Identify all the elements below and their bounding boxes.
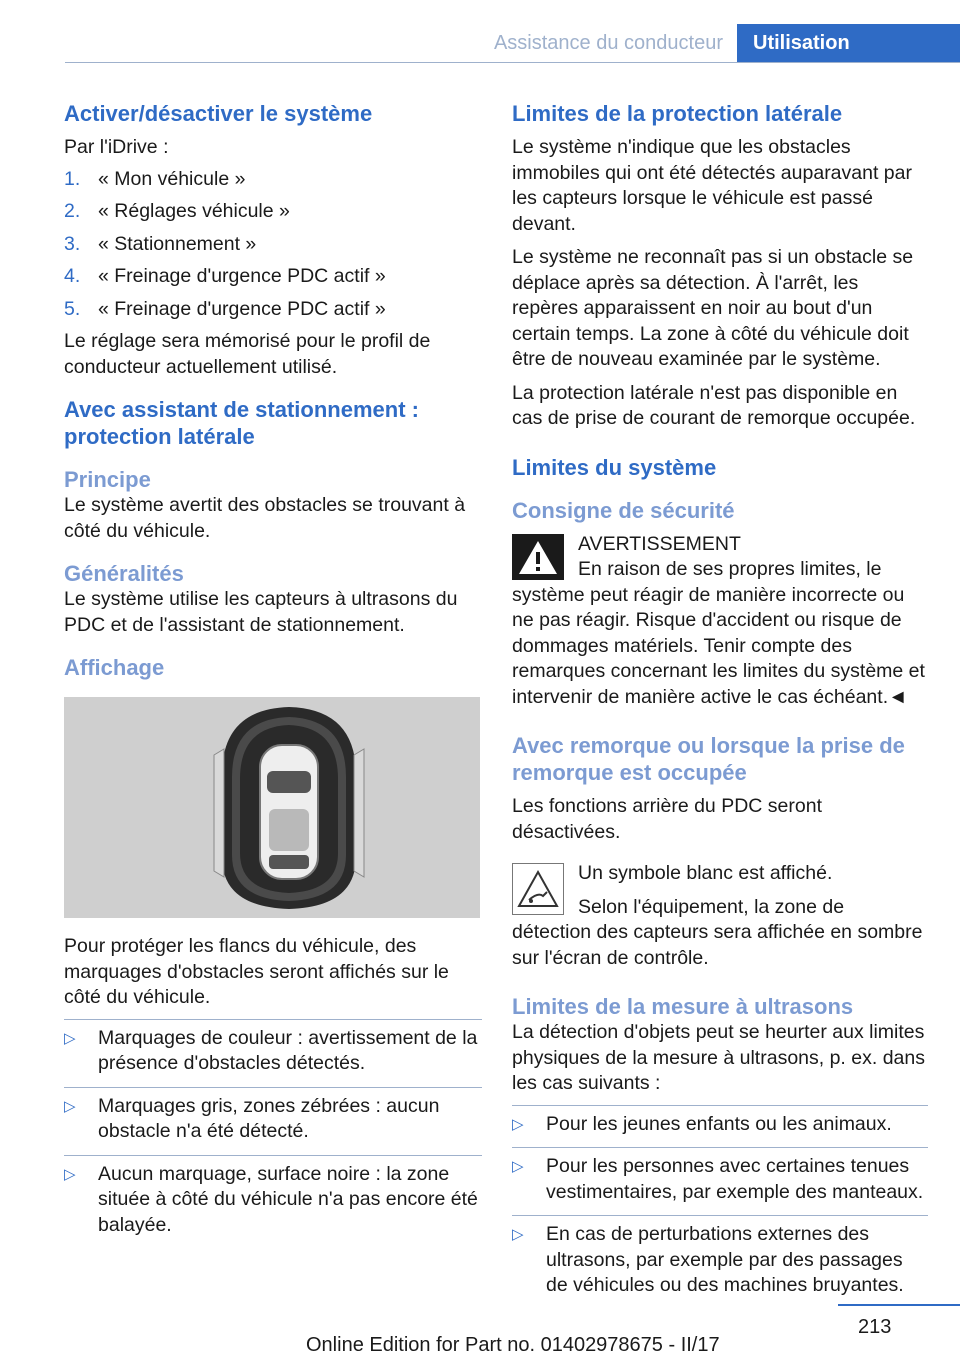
footer-divider	[838, 1304, 960, 1306]
text-limites-1: Le système n'indique que les obstacles immobiles qui ont été détectés auparavant par les capteurs lorsque le véhicule est passé devant.	[512, 136, 912, 235]
list-item	[64, 1087, 482, 1145]
car-top-view-illustration	[64, 697, 480, 918]
list-item	[512, 1105, 928, 1138]
text-idrive: Par l'iDrive :	[64, 136, 169, 158]
edition-note: Online Edition for Part no. 01402978675 - II/17	[306, 1334, 720, 1356]
step-text: « Freinage d'urgence PDC actif »	[98, 265, 386, 287]
right-column	[512, 100, 928, 1309]
step-number: 5.	[64, 297, 81, 320]
warning-title: AVERTISSEMENT	[578, 532, 741, 555]
list-item	[512, 1215, 928, 1299]
list-item	[64, 1019, 482, 1077]
step-number: 1.	[64, 167, 81, 190]
list-item-text: En cas de perturbations externes des ultrasons, par exemple par des passages de véhicules ou des machines bruyantes.	[546, 1223, 904, 1296]
heading-assist: Avec assistant de stationnement : protection latérale	[64, 397, 419, 449]
bullet-triangle-icon: ▷	[64, 1165, 76, 1183]
ultrasound-limits-list	[512, 1105, 928, 1299]
step-item	[64, 167, 482, 193]
text-principe: Le système avertit des obstacles se trouvant à côté du véhicule.	[64, 494, 466, 542]
header-section-title: Assistance du conducteur	[493, 32, 723, 54]
text-generalites: Le système utilise les capteurs à ultrasons du PDC et de l'assistant de stationnement.	[64, 588, 458, 636]
marking-list	[64, 1019, 482, 1239]
text-symbol-1: Un symbole blanc est affiché.	[578, 862, 833, 884]
step-text: « Réglages véhicule »	[98, 200, 290, 222]
left-column	[64, 100, 482, 1248]
heading-mesure: Limites de la mesure à ultrasons	[512, 994, 854, 1019]
header-tab-utilisation[interactable]: Utilisation	[737, 24, 960, 62]
text-flancs: Pour protéger les flancs du véhicule, des marquages d'obstacles seront affichés sur le côté du véhicule.	[64, 935, 449, 1008]
step-number: 2.	[64, 200, 81, 222]
list-item-text: Pour les jeunes enfants ou les animaux.	[546, 1112, 892, 1135]
warning-block	[512, 532, 928, 711]
step-number: 4.	[64, 265, 81, 287]
text-remorque: Les fonctions arrière du PDC seront désactivées.	[512, 795, 822, 843]
text-symbol-2-content: Selon l'équipement, la zone de détection des capteurs sera affichée en sombre sur l'écran de contrôle.	[512, 895, 923, 969]
bullet-triangle-icon: ▷	[512, 1115, 524, 1133]
bullet-triangle-icon: ▷	[64, 1097, 76, 1115]
side-protection-figure	[64, 697, 480, 918]
heading-generalites: Généralités	[64, 561, 184, 586]
trailer-symbol-block	[512, 861, 928, 971]
heading-limites-systeme: Limites du système	[512, 454, 717, 480]
steps-list	[64, 167, 482, 323]
list-item	[64, 1155, 482, 1239]
text-symbol-2	[512, 895, 928, 972]
heading-affichage: Affichage	[64, 655, 165, 680]
heading-remorque: Avec remorque ou lorsque la prise de remorque est occupée	[512, 733, 905, 785]
text-limites-2: Le système ne reconnaît pas si un obstacle se déplace après sa détection. À l'arrêt, les repères apparaissent en noir au bout d'un certain temps. La zone à côté du véhicule doit être de nouveau examinée par le système.	[512, 246, 914, 370]
list-item-text: Aucun marquage, surface noire : la zone située à côté du véhicule n'a pas encore été balayée.	[98, 1162, 478, 1236]
page-number: 213	[858, 1316, 892, 1338]
step-text: « Freinage d'urgence PDC actif »	[98, 297, 386, 320]
warning-icon	[512, 534, 564, 580]
heading-consigne: Consigne de sécurité	[512, 497, 735, 523]
bullet-triangle-icon: ▷	[512, 1226, 524, 1243]
step-item	[64, 232, 482, 258]
trailer-warning-icon	[512, 863, 564, 915]
step-number: 3.	[64, 232, 81, 255]
list-item-text: Marquages de couleur : avertissement de la présence d'obstacles détectés.	[98, 1026, 478, 1074]
text-mesure: La détection d'objets peut se heurter aux limites physiques de la mesure à ultrasons, p. ex. dans les cas suivants :	[512, 1021, 925, 1094]
heading-limites-protection: Limites de la protection latérale	[512, 101, 843, 126]
warning-text-content: En raison de ses propres limites, le système peut réagir de manière incorrecte ou ne pas réagir. Risque d'accident ou risque de dommages matériels. Tenir compte des remarques concernant les limites du système et intervenir de manière active le cas échéant.◄	[512, 558, 925, 708]
text-saved: Le réglage sera mémorisé pour le profil de conducteur actuellement utilisé.	[64, 330, 431, 378]
list-item-text: Marquages gris, zones zébrées : aucun obstacle n'a été détecté.	[98, 1094, 440, 1142]
warning-text	[512, 557, 928, 710]
heading-principe: Principe	[64, 467, 151, 492]
text-limites-3: La protection latérale n'est pas disponible en cas de prise de courant de remorque occupée.	[512, 381, 916, 429]
header-divider	[65, 62, 960, 63]
step-item	[64, 199, 482, 225]
bullet-triangle-icon: ▷	[512, 1158, 524, 1175]
list-item	[512, 1147, 928, 1205]
heading-activate: Activer/désactiver le système	[64, 101, 373, 126]
list-item-text: Pour les personnes avec certaines tenues vestimentaires, par exemple des manteaux.	[546, 1155, 924, 1203]
step-text: « Mon véhicule »	[98, 167, 246, 190]
step-text: « Stationnement »	[98, 232, 257, 255]
step-item	[64, 297, 482, 323]
step-item	[64, 264, 482, 290]
bullet-triangle-icon: ▷	[64, 1029, 76, 1047]
